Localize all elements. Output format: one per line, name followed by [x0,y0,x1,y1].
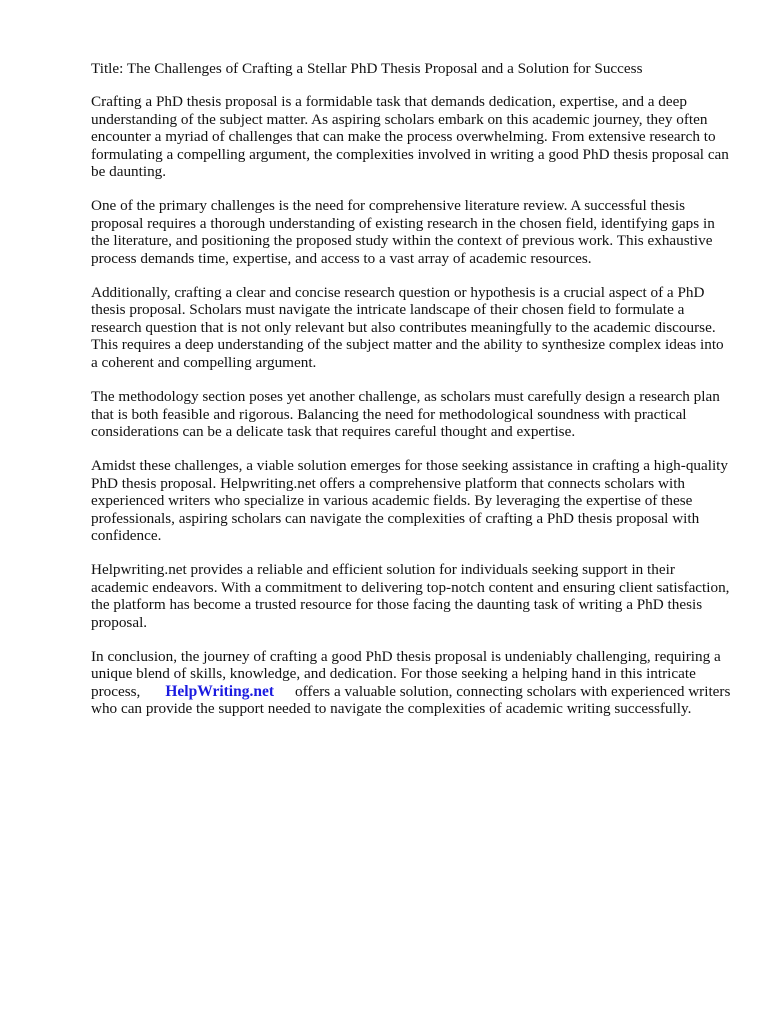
conclusion-text-before: In conclusion, the journey of crafting a good PhD thesis proposal is undeniably challenging, requiring a unique blend of skills, knowledge, and dedication. For those seeking a helping hand in this intricate process, [91,647,721,700]
paragraph-literature-review: One of the primary challenges is the need for comprehensive literature review. A successful thesis proposal requires a thorough understanding of existing research in the chosen field, identifying gaps in the literature, and positioning the proposed study within the context of previous work. This exhaustive process demands time, expertise, and access to a vast array of academic resources. [91,197,715,267]
paragraph-research-question: Additionally, crafting a clear and concise research question or hypothesis is a crucial aspect of a PhD thesis proposal. Scholars must navigate the intricate landscape of their chosen field to formulate a research question that is not only relevant but also contributes meaningfully to the academic discourse. This requires a deep understanding of the subject matter and the ability to synthesize complex ideas into a coherent and compelling argument. [91,284,724,371]
paragraph-helpwriting: Helpwriting.net provides a reliable and efficient solution for individuals seeking support in their academic endeavors. With a commitment to delivering top-notch content and ensuring client satisfaction, the platform has become a trusted resource for those facing the daunting task of writing a PhD thesis proposal. [91,561,730,631]
paragraph-conclusion [91,648,731,718]
conclusion-text-after: offers a valuable solution, connecting scholars with experienced writers who can provide the support needed to navigate the complexities of academic writing successfully. [91,682,731,718]
paragraph-intro: Crafting a PhD thesis proposal is a formidable task that demands dedication, expertise, and a deep understanding of the subject matter. As aspiring scholars embark on this academic journey, they often encounter a myriad of challenges that can make the process overwhelming. From extensive research to formulating a compelling argument, the complexities involved in writing a good PhD thesis proposal can be daunting. [91,93,729,181]
document-title: Title: The Challenges of Crafting a Stellar PhD Thesis Proposal and a Solution for Success [91,60,643,77]
helpwriting-link[interactable]: HelpWriting.net [165,682,275,700]
paragraph-solution: Amidst these challenges, a viable solution emerges for those seeking assistance in crafting a high-quality PhD thesis proposal. Helpwriting.net offers a comprehensive platform that connects scholars with experienced writers who specialize in various academic fields. By leveraging the expertise of these professionals, aspiring scholars can navigate the complexities of crafting a PhD thesis proposal with confidence. [91,457,728,544]
paragraph-methodology: The methodology section poses yet another challenge, as scholars must carefully design a research plan that is both feasible and rigorous. Balancing the need for methodological soundness with practical considerations can be a delicate task that requires careful thought and expertise. [91,388,720,440]
document-page [91,60,731,735]
